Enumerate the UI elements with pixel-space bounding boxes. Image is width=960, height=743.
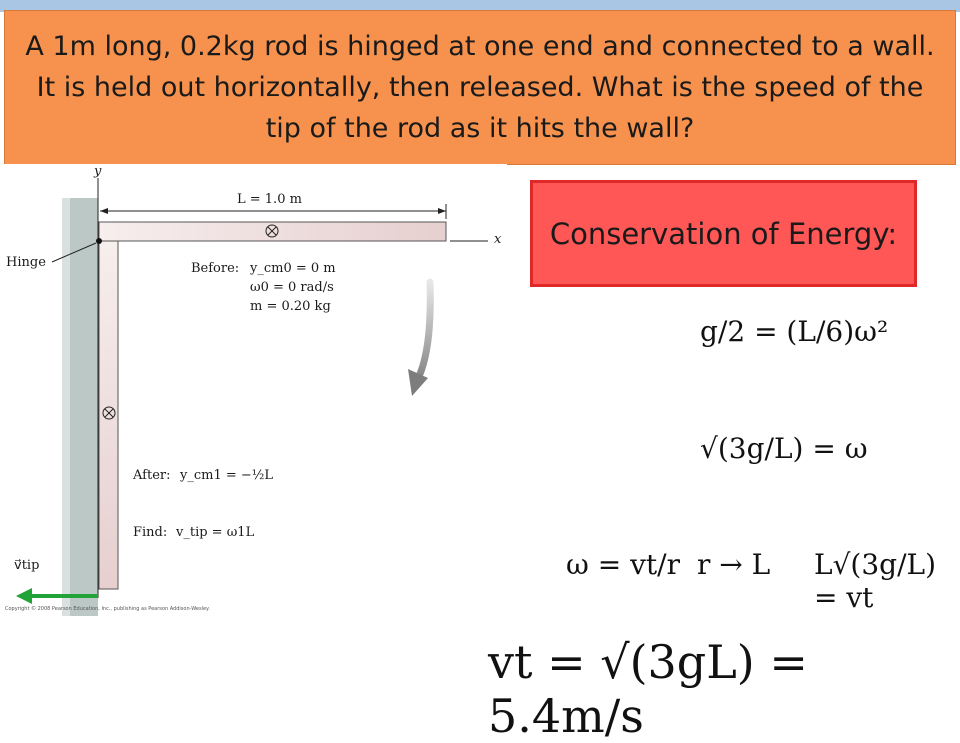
length-label: L = 1.0 m	[237, 192, 302, 207]
hinge-dot	[96, 238, 102, 244]
before-line-2: ω0 = 0 rad/s	[250, 280, 334, 295]
copyright-note: Copyright © 2008 Pearson Education, Inc., publishing as Pearson Addison-Wesley.	[5, 606, 210, 612]
after-prefix: After:	[133, 468, 171, 483]
before-prefix: Before:	[191, 261, 240, 276]
rod-diagram	[0, 164, 507, 616]
equation-1: g/2 = (L/6)ω²	[700, 315, 889, 348]
final-equation: vt = √(3gL) = 5.4m/s	[488, 635, 808, 743]
vtip-label: v⃗tip	[14, 558, 40, 573]
x-axis-label: x	[494, 232, 502, 247]
equation-2: √(3g/L) = ω	[700, 432, 868, 465]
physics-figure	[0, 164, 507, 616]
rotation-arrow	[420, 282, 430, 374]
before-line-3: m = 0.20 kg	[250, 299, 331, 314]
equation-4: r → L	[697, 548, 771, 581]
velocity-arrow-head	[16, 588, 32, 604]
equation-3: ω = vt/r	[566, 548, 680, 581]
after-text: y_cm1 = −½L	[180, 468, 274, 483]
y-axis-label: y	[94, 164, 102, 179]
method-box: Conservation of Energy:	[530, 180, 917, 287]
hinge-label: Hinge	[6, 255, 46, 270]
question-box: A 1m long, 0.2kg rod is hinged at one end and connected to a wall. It is held out horizontally, then released. What is the speed of the tip of the rod as it hits the wall?	[4, 10, 956, 165]
find-text: v_tip = ω1L	[176, 525, 255, 540]
find-prefix: Find:	[133, 525, 168, 540]
equation-5: L√(3g/L) = vt	[814, 548, 937, 614]
before-line-1: y_cm0 = 0 m	[250, 261, 336, 276]
